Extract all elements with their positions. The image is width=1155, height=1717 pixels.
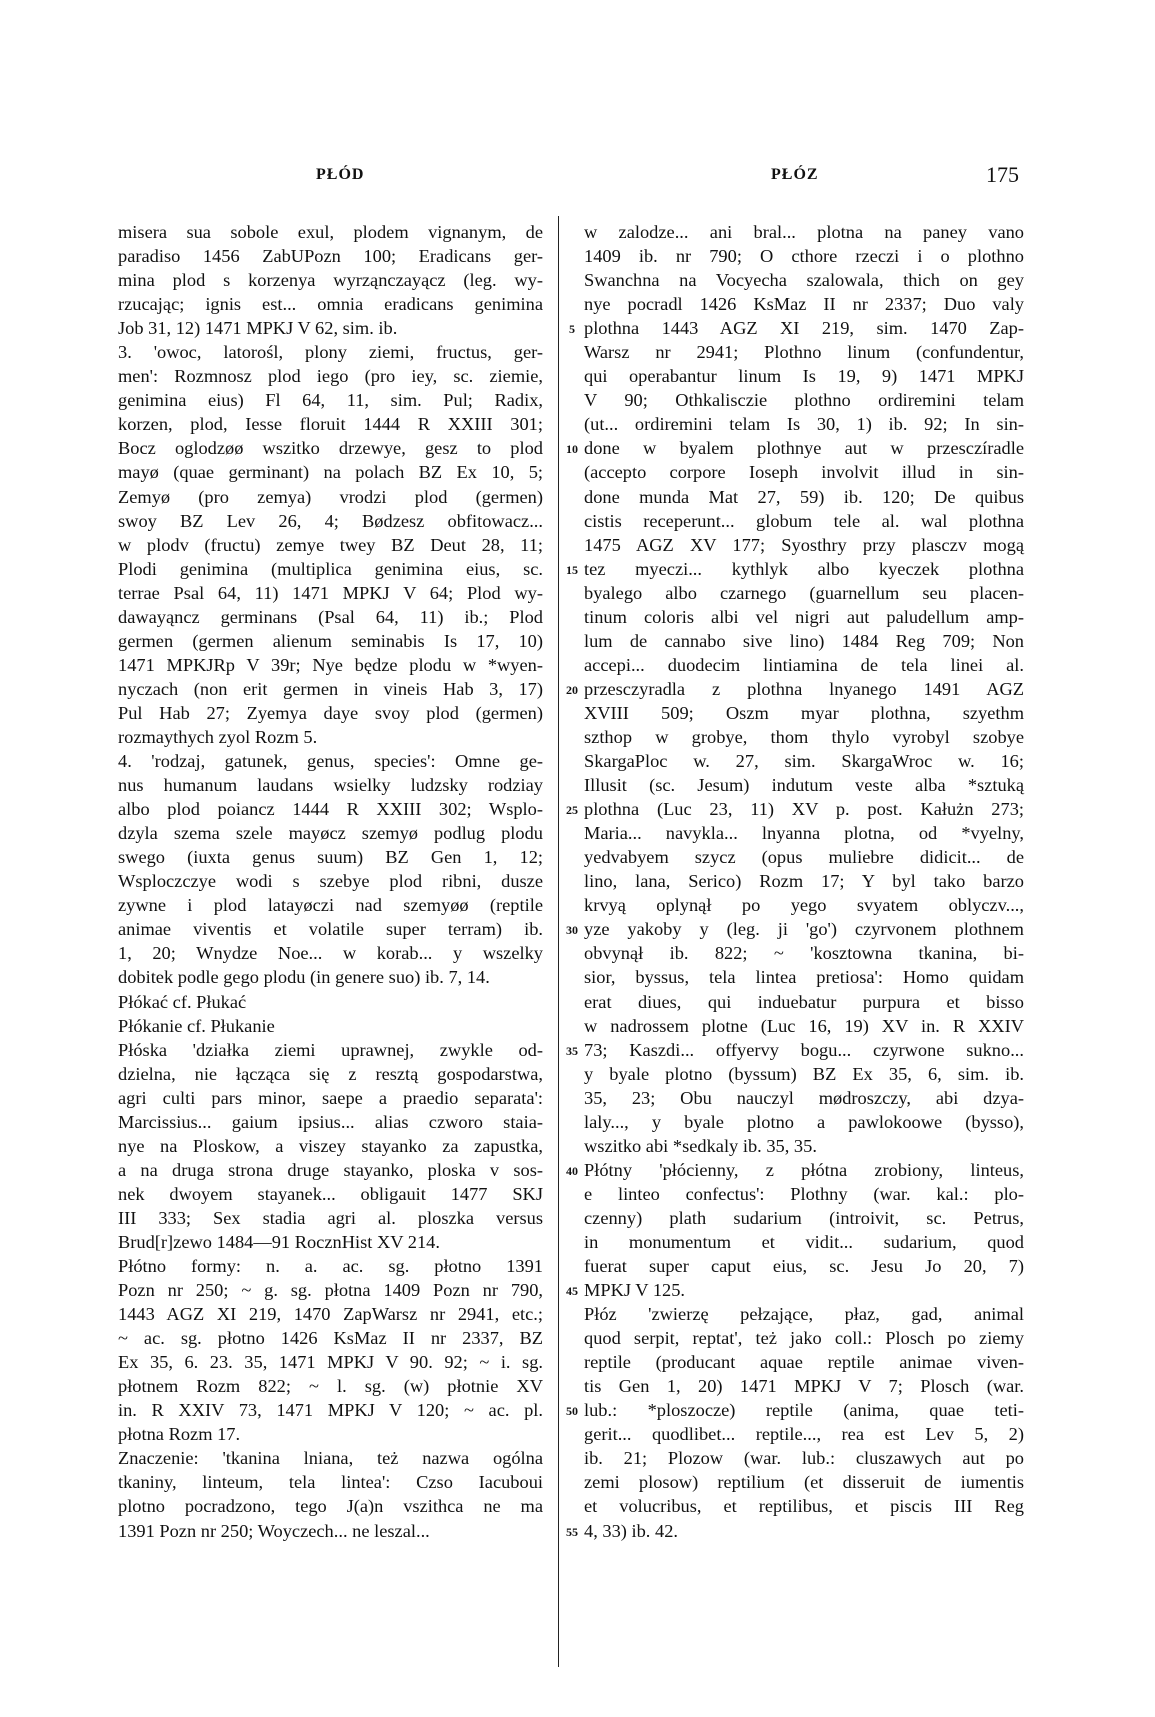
text-line: dobitek podle gego plodu (in genere suo) ib. 7, 14. — [118, 967, 490, 988]
text-line: paradiso 1456 ZabUPozn 100; Eradicans ger- — [118, 246, 543, 267]
text-line: Illusit (sc. Jesum) indutum veste alba *sztuką — [584, 775, 1024, 796]
text-line: fuerat super caput eius, sc. Jesu Jo 20, 7) — [584, 1256, 1024, 1277]
text-line: nus humanum laudans wsielky ludzsky rodziay — [118, 775, 543, 796]
text-line: 1409 ib. nr 790; O cthore rzeczi i o plothno — [584, 246, 1024, 267]
text-line: cistis receperunt... globum tele al. wal plothna — [584, 510, 1024, 531]
text-line: plothna 1443 AGZ XI 219, sim. 1470 Zap- — [584, 318, 1024, 339]
text-line: rzucając; ignis est... omnia eradicans genimina — [118, 294, 543, 315]
text-line: men': Rozmnosz plod iego (pro iey, sc. ziemie, — [118, 366, 543, 387]
text-line: erat diues, qui induebatur purpura et bisso — [584, 991, 1024, 1012]
text-line: animae viventis et volatile super terram) ib. — [118, 919, 543, 940]
text-line: agri culti pars minor, saepe a praedio separata': — [118, 1087, 543, 1108]
text-line: quod serpit, reptat', też jako coll.: Plosch po ziemy — [584, 1328, 1024, 1349]
text-line: sior, byssus, tela lintea pretiosa': Homo quidam — [584, 967, 1024, 988]
text-line: wszitko abi *sedkaly ib. 35, 35. — [584, 1135, 817, 1156]
text-line: V 90; Othkalisczie plothno ordiremini telam — [584, 390, 1024, 411]
text-line: (ut... ordiremini telam Is 30, 1) ib. 92; In sin- — [584, 414, 1024, 435]
line-number: 30 — [566, 923, 578, 938]
text-line: Płóska 'działka ziemi uprawnej, zwykle od- — [118, 1039, 543, 1060]
left-column — [118, 220, 543, 1543]
line-number: 15 — [566, 562, 578, 577]
text-line: Płótny 'płócienny, z płótna zrobiony, linteus, — [584, 1159, 1024, 1180]
text-line: 3. 'owoc, latorośl, plony ziemi, fructus, ger- — [118, 342, 543, 363]
text-line: tkaniny, linteum, tela lintea': Czso Iacuboui — [118, 1472, 543, 1493]
text-line: obvynął ib. 822; ~ 'kosztowna tkanina, bi- — [584, 943, 1024, 964]
page-number: 175 — [986, 162, 1019, 187]
text-line: 1443 AGZ XI 219, 1470 ZapWarsz nr 2941, etc.; — [118, 1304, 543, 1325]
text-line: byalego albo czarnego (guarnellum seu placen- — [584, 582, 1024, 603]
text-line: III 333; Sex stadia agri al. ploszka versus — [118, 1207, 543, 1228]
running-head-right: PŁÓZ — [771, 166, 819, 183]
text-line: płotnem Rozm 822; ~ l. sg. (w) płotnie XV — [118, 1376, 543, 1397]
text-line: lino, lana, Serico) Rozm 17; Y byl tako barzo — [584, 871, 1024, 892]
text-line: plotno pocradzono, tego J(a)n vszithca ne ma — [118, 1496, 543, 1517]
text-line: y byale plotno (byssum) BZ Ex 35, 6, sim. ib. — [584, 1063, 1024, 1084]
text-line: szthop w grobye, thom thylo vyrobyl szobye — [584, 726, 1024, 747]
text-line: nye pocradl 1426 KsMaz II nr 2337; Duo valy — [584, 294, 1024, 315]
text-line: 73; Kaszdi... offyervy bogu... czyrwone sukno... — [584, 1039, 1024, 1060]
line-number: 20 — [566, 682, 578, 697]
line-number: 5 — [569, 322, 575, 337]
text-line: 4. 'rodzaj, gatunek, genus, species': Omne ge- — [118, 751, 543, 772]
line-number: 45 — [566, 1284, 578, 1299]
text-line: Warsz nr 2941; Plothno linum (confundentur, — [584, 342, 1024, 363]
text-line: plothna (Luc 23, 11) XV p. post. Kałużn 273; — [584, 799, 1024, 820]
text-line: Swanchna na Vocyecha szalowala, thich on gey — [584, 270, 1024, 291]
line-number: 55 — [566, 1524, 578, 1539]
text-line: MPKJ V 125. — [584, 1280, 686, 1301]
text-line: ~ ac. sg. płotno 1426 KsMaz II nr 2337, BZ — [118, 1328, 543, 1349]
text-line: yze yakoby y (leg. ji 'go') czyrvonem plothnem — [584, 919, 1024, 940]
text-line: genimina eius) Fl 64, 11, sim. Pul; Radix, — [118, 390, 543, 411]
line-number: 25 — [566, 803, 578, 818]
text-line: gerit... quodlibet... reptile..., rea est Lev 5, 2) — [584, 1424, 1024, 1445]
text-line: przesczyradla z plothna lnyanego 1491 AGZ — [584, 678, 1024, 699]
text-line: tinum coloris albi vel nigri aut paludellum amp- — [584, 606, 1024, 627]
text-line: XVIII 509; Oszm myar plothna, szyethm — [584, 702, 1024, 723]
text-line: Plodi genimina (multiplica genimina eius, sc. — [118, 558, 543, 579]
text-line: nye na Ploskow, a viszey stayanko za zapustka, — [118, 1135, 543, 1156]
text-line: 1391 Pozn nr 250; Woyczech... ne leszal... — [118, 1520, 430, 1541]
text-line: Marcissius... gaium ipsius... alias czworo staia- — [118, 1111, 543, 1132]
text-line: korzen, plod, Iesse floruit 1444 R XXIII 301; — [118, 414, 543, 435]
text-line: 1471 MPKJRp V 39r; Nye będze plodu w *wyen- — [118, 654, 543, 675]
text-line: Płókanie cf. Płukanie — [118, 1015, 275, 1036]
text-line: yedvabyem szycz (opus muliebre didicit... de — [584, 847, 1024, 868]
text-line: swego (iuxta genus suum) BZ Gen 1, 12; — [118, 847, 543, 868]
text-line: e linteo confectus': Plothny (war. kal.: plo- — [584, 1183, 1024, 1204]
text-line: (accepto corpore Ioseph involvit illud in sin- — [584, 462, 1024, 483]
text-line: Brud[r]zewo 1484—91 RocznHist XV 214. — [118, 1231, 440, 1252]
text-line: et volucribus, et reptilibus, et piscis III Reg — [584, 1496, 1024, 1517]
line-number: 50 — [566, 1404, 578, 1419]
text-line: Pul Hab 27; Zyemya daye svoy plod (germen) — [118, 702, 543, 723]
text-line: SkargaPloc w. 27, sim. SkargaWroc w. 16; — [584, 751, 1024, 772]
text-line: germen (germen alienum seminabis Is 17, 10) — [118, 630, 543, 651]
text-line: laly..., y byale plotno a pawlokoowe (bysso), — [584, 1111, 1024, 1132]
text-line: lum de cannabo sive lino) 1484 Reg 709; Non — [584, 630, 1024, 651]
text-line: 35, 23; Obu nauczyl mødroszczy, abi dzya- — [584, 1087, 1024, 1108]
text-line: w nadrossem plotne (Luc 16, 19) XV in. R XXIV — [584, 1015, 1024, 1036]
text-line: dzyla szema szele mayøcz szemyø podlug plodu — [118, 823, 543, 844]
line-number: 10 — [566, 442, 578, 457]
text-line: w plodv (fructu) zemye twey BZ Deut 28, 11; — [118, 534, 543, 555]
text-line: Maria... navykla... lnyanna plotna, od *vyelny, — [584, 823, 1024, 844]
text-line: Job 31, 12) 1471 MPKJ V 62, sim. ib. — [118, 318, 398, 339]
text-line: nek dwoyem stayanek... obligauit 1477 SKJ — [118, 1183, 543, 1204]
text-line: a na druga strona druge stayanko, ploska v sos- — [118, 1159, 543, 1180]
running-head-left: PŁÓD — [316, 166, 365, 183]
text-line: dawayąncz germinans (Psal 64, 11) ib.; Plod — [118, 606, 543, 627]
text-line: krvyą oplynął po yego svyatem oblyczv..., — [584, 895, 1024, 916]
text-line: mayø (quae germinant) na polach BZ Ex 10, 5; — [118, 462, 543, 483]
text-line: Zemyø (pro zemya) vrodzi plod (germen) — [118, 486, 543, 507]
text-line: albo plod poiancz 1444 R XXIII 302; Wsplo- — [118, 799, 543, 820]
text-line: misera sua sobole exul, plodem vignanym, de — [118, 222, 543, 242]
text-line: accepi... duodecim lintiamina de tela linei al. — [584, 654, 1024, 675]
text-line: terrae Psal 64, 11) 1471 MPKJ V 64; Plod wy- — [118, 582, 543, 603]
text-line: Ex 35, 6. 23. 35, 1471 MPKJ V 90. 92; ~ i. sg. — [118, 1352, 543, 1373]
text-line: 1, 20; Wnydze Noe... w korab... y wszelky — [118, 943, 543, 964]
text-line: in monumentum et vidit... sudarium, quod — [584, 1231, 1024, 1252]
text-line: płotna Rozm 17. — [118, 1424, 241, 1445]
text-line: done munda Mat 27, 59) ib. 120; De quibus — [584, 486, 1024, 507]
text-line: Wsploczczye wodi s szebye plod ribni, dusze — [118, 871, 543, 892]
text-line: zemi plosow) reptilium (et disseruit de iumentis — [584, 1472, 1024, 1493]
text-line: czenny) plath sudarium (introivit, sc. Petrus, — [584, 1207, 1024, 1228]
text-line: Płótno formy: n. a. ac. sg. płotno 1391 — [118, 1256, 543, 1277]
text-line: qui operabantur linum Is 19, 9) 1471 MPKJ — [584, 366, 1024, 387]
text-line: Płókać cf. Płukać — [118, 991, 247, 1012]
text-line: rozmaythych zyol Rozm 5. — [118, 726, 318, 747]
text-line: ib. 21; Plozow (war. lub.: cluszawych aut po — [584, 1448, 1024, 1469]
column-divider — [558, 216, 559, 1667]
text-line: Pozn nr 250; ~ g. sg. płotna 1409 Pozn nr 790, — [118, 1280, 543, 1301]
text-line: 4, 33) ib. 42. — [584, 1520, 678, 1541]
text-line: Znaczenie: 'tkanina lniana, też nazwa ogólna — [118, 1448, 543, 1469]
text-line: zywne i plod latayøczi nad szemyøø (reptile — [118, 895, 543, 916]
line-number: 40 — [566, 1163, 578, 1178]
text-line: Płóz 'zwierzę pełzające, płaz, gad, animal — [584, 1304, 1024, 1325]
text-line: dzielna, nie łącząca się z resztą gospodarstwa, — [118, 1063, 543, 1084]
right-column — [584, 220, 1024, 1543]
text-line: tez myeczi... kythlyk albo kyeczek plothna — [584, 558, 1024, 579]
text-line: tis Gen 1, 20) 1471 MPKJ V 7; Plosch (war. — [584, 1376, 1024, 1397]
text-line: swoy BZ Lev 26, 4; Bødzesz obfitowacz... — [118, 510, 543, 531]
text-line: nyczach (non erit germen in vineis Hab 3, 17) — [118, 678, 543, 699]
text-line: Bocz oglodzøø wszitko drzewye, gesz to plod — [118, 438, 543, 459]
text-line: lub.: *ploszocze) reptile (anima, quae teti- — [584, 1400, 1024, 1421]
text-line: mina plod s korzenya wyrząnczayącz (leg. wy- — [118, 270, 543, 291]
text-line: done w byalem plothnye aut w przesczíradle — [584, 438, 1024, 459]
line-number: 35 — [566, 1043, 578, 1058]
text-line: 1475 AGZ XV 177; Syosthry przy plasczv mogą — [584, 534, 1024, 555]
text-line: reptile (producant aquae reptile animae viven- — [584, 1352, 1024, 1373]
text-line: w zalodze... ani bral... plotna na paney vano — [584, 222, 1024, 242]
text-line: in. R XXIV 73, 1471 MPKJ V 120; ~ ac. pl. — [118, 1400, 543, 1421]
